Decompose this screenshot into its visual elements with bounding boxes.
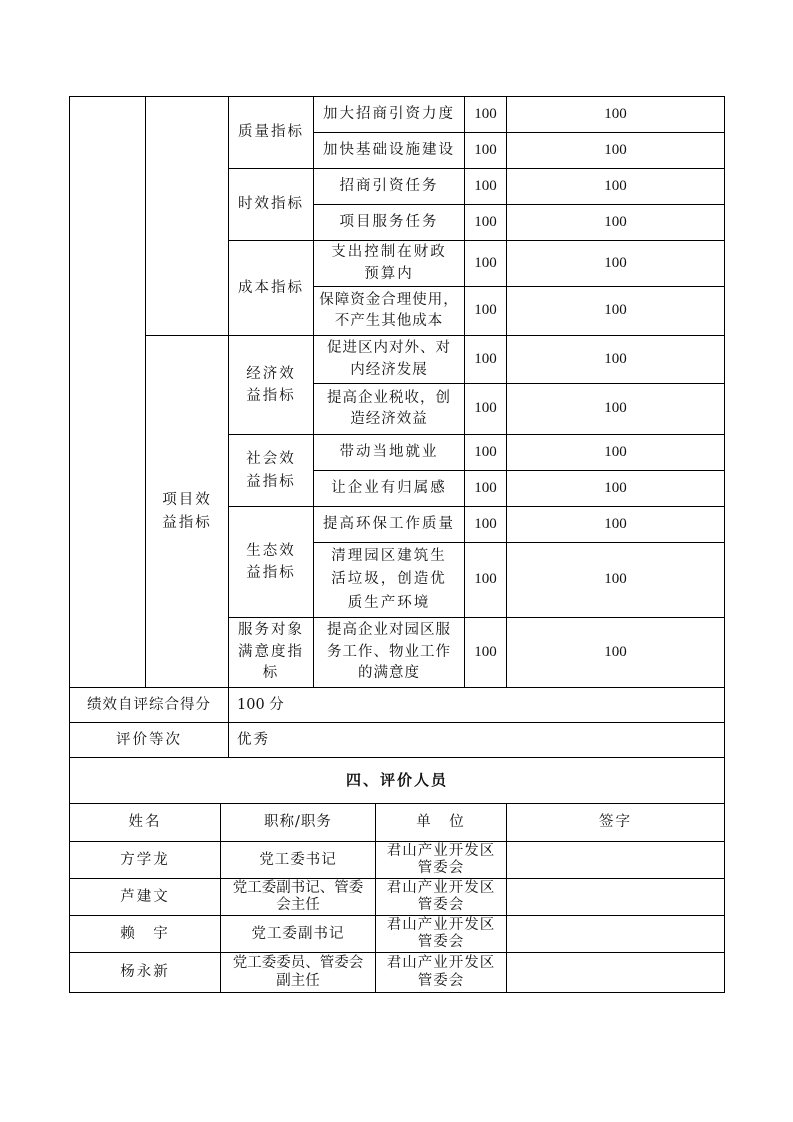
score-label: 绩效自评综合得分	[69, 687, 229, 723]
quality-item-1: 加大招商引资力度	[313, 96, 465, 133]
grade-label: 评价等次	[69, 722, 229, 758]
header-sign: 签字	[506, 803, 725, 842]
social-item-1-target: 100	[464, 434, 507, 471]
evaluator-2-unit: 君山产业开发区管委会	[375, 878, 507, 916]
timeliness-item-1: 招商引资任务	[313, 168, 465, 205]
quality-item-1-target: 100	[464, 96, 507, 133]
social-item-2: 让企业有归属感	[313, 470, 465, 507]
evaluator-3-sign	[506, 915, 725, 953]
economic-item-2-actual: 100	[506, 383, 725, 435]
evaluator-3-unit: 君山产业开发区管委会	[375, 915, 507, 953]
ecological-item-1-actual: 100	[506, 506, 725, 543]
ecological-item-2-target: 100	[464, 542, 507, 618]
timeliness-item-2-actual: 100	[506, 204, 725, 241]
economic-item-2-target: 100	[464, 383, 507, 435]
evaluator-1-unit: 君山产业开发区管委会	[375, 841, 507, 879]
economic-item-1-target: 100	[464, 335, 507, 384]
social-item-2-actual: 100	[506, 470, 725, 507]
evaluator-1-sign	[506, 841, 725, 879]
evaluator-3-title: 党工委副书记	[220, 915, 376, 953]
cost-item-2-target: 100	[464, 286, 507, 336]
cost-item-1: 支出控制在财政预算内	[313, 240, 465, 287]
score-value: 100 分	[228, 687, 725, 723]
economic-indicator-label: 经济效益指标	[228, 335, 314, 435]
social-item-2-target: 100	[464, 470, 507, 507]
evaluator-3-name: 赖 宇	[69, 915, 221, 953]
quality-item-1-actual: 100	[506, 96, 725, 133]
evaluator-4-title: 党工委委员、管委会副主任	[220, 952, 376, 993]
timeliness-item-1-target: 100	[464, 168, 507, 205]
ecological-item-2: 清理园区建筑生活垃圾，创造优质生产环境	[313, 542, 465, 618]
evaluator-2-name: 芦建文	[69, 878, 221, 916]
timeliness-item-2: 项目服务任务	[313, 204, 465, 241]
evaluator-4-unit: 君山产业开发区管委会	[375, 952, 507, 993]
timeliness-indicator-label: 时效指标	[228, 168, 314, 241]
ecological-item-1: 提高环保工作质量	[313, 506, 465, 543]
satisfaction-item-1-actual: 100	[506, 617, 725, 688]
satisfaction-item-1-target: 100	[464, 617, 507, 688]
quality-indicator-label: 质量指标	[228, 96, 314, 169]
benefit-indicator-group: 项目效益指标	[145, 335, 229, 688]
header-unit: 单 位	[375, 803, 507, 842]
quality-item-2-actual: 100	[506, 132, 725, 169]
header-name: 姓名	[69, 803, 221, 842]
output-indicator-group-cell	[145, 96, 229, 336]
evaluator-1-title: 党工委书记	[220, 841, 376, 879]
ecological-item-2-actual: 100	[506, 542, 725, 618]
satisfaction-item-1: 提高企业对园区服务工作、物业工作的满意度	[313, 617, 465, 688]
evaluators-section-title: 四、评价人员	[69, 757, 725, 804]
social-item-1: 带动当地就业	[313, 434, 465, 471]
cost-item-2-actual: 100	[506, 286, 725, 336]
satisfaction-indicator-label: 服务对象满意度指标	[228, 617, 314, 688]
evaluator-2-title: 党工委副书记、管委会主任	[220, 878, 376, 916]
economic-item-1: 促进区内对外、对内经济发展	[313, 335, 465, 384]
evaluator-1-name: 方学龙	[69, 841, 221, 879]
cost-item-2: 保障资金合理使用，不产生其他成本	[313, 286, 465, 336]
quality-item-2-target: 100	[464, 132, 507, 169]
social-indicator-label: 社会效益指标	[228, 434, 314, 507]
timeliness-item-2-target: 100	[464, 204, 507, 241]
ecological-item-1-target: 100	[464, 506, 507, 543]
grade-value: 优秀	[228, 722, 725, 758]
cost-item-1-actual: 100	[506, 240, 725, 287]
cost-indicator-label: 成本指标	[228, 240, 314, 336]
ecological-indicator-label: 生态效益指标	[228, 506, 314, 618]
cost-item-1-target: 100	[464, 240, 507, 287]
first-level-indicator-cell	[69, 96, 146, 688]
social-item-1-actual: 100	[506, 434, 725, 471]
evaluator-4-name: 杨永新	[69, 952, 221, 993]
evaluator-4-sign	[506, 952, 725, 993]
header-title: 职称/职务	[220, 803, 376, 842]
economic-item-1-actual: 100	[506, 335, 725, 384]
evaluator-2-sign	[506, 878, 725, 916]
timeliness-item-1-actual: 100	[506, 168, 725, 205]
quality-item-2: 加快基础设施建设	[313, 132, 465, 169]
economic-item-2: 提高企业税收，创造经济效益	[313, 383, 465, 435]
